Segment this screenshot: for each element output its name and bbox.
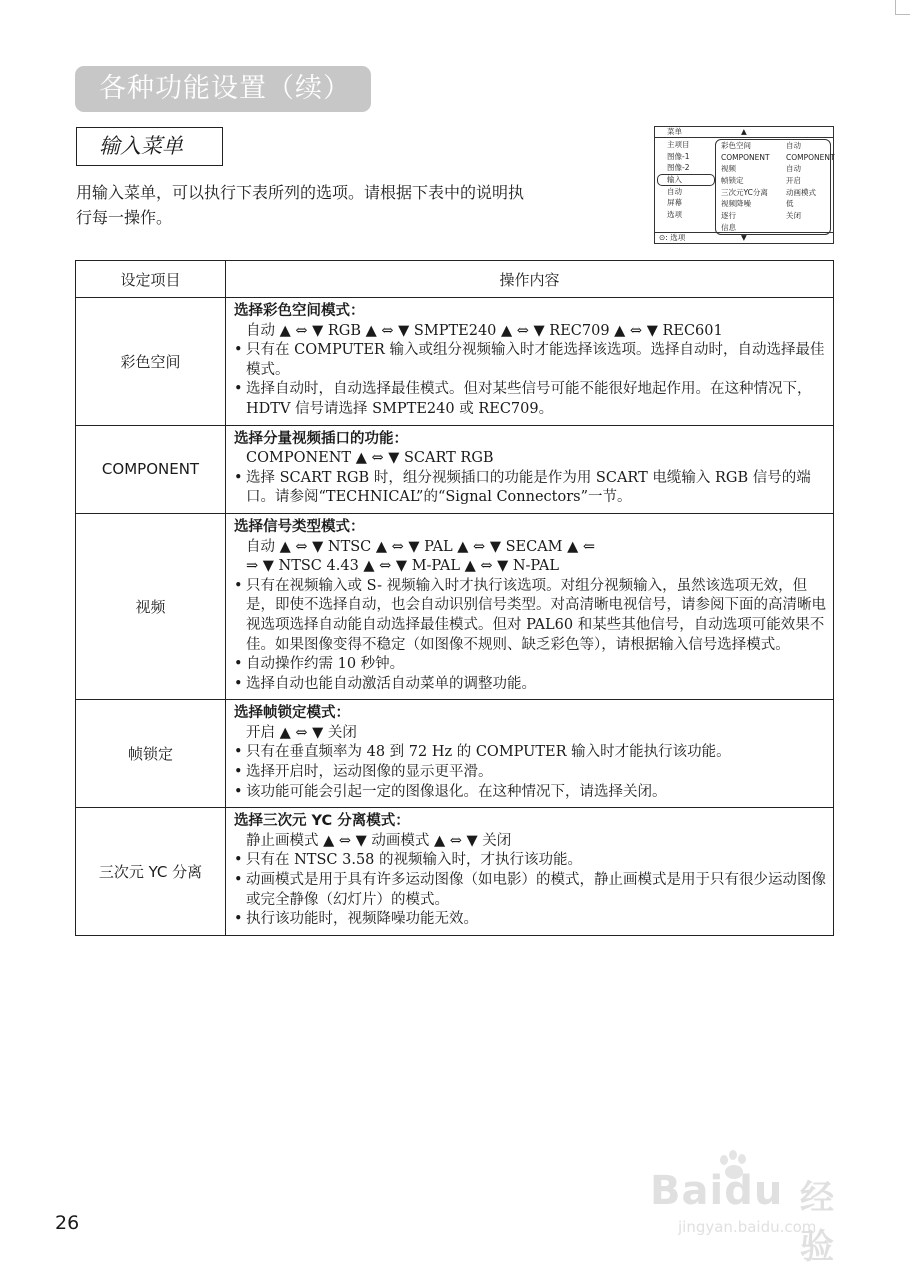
osd-row-value: 自动 xyxy=(786,141,801,150)
osd-row-key: 信息 xyxy=(721,222,736,232)
note-bullet: • 该功能可能会引起一定的图像退化。在这种情况下，请选择关闭。 xyxy=(234,783,827,803)
table-row xyxy=(76,808,834,936)
header-setting-item: 设定项目 xyxy=(76,261,226,298)
osd-row xyxy=(716,187,830,199)
note-bullet: • 自动操作约需 10 秒钟。 xyxy=(234,655,827,675)
note-bullet: • 选择 SCART RGB 时，组分视频插口的功能是作为用 SCART 电缆输入 RGB 信号的端口。请参阅“TECHNICAL”的“Signal Connectors”一节。 xyxy=(234,469,827,508)
note-bullet: • 选择自动时，自动选择最佳模式。但对某些信号可能不能很好地起作用。在这种情况下，HDTV 信号请选择 SMPTE240 或 REC709。 xyxy=(234,380,827,419)
note-bullet: • 只有在视频输入或 S- 视频输入时才执行该选项。对组分视频输入，虽然该选项无效，但是，即使不选择自动，也会自动识别信号类型。对高清晰电视信号，请参阅下面的高清晰电视选项选择自动能自动选择最佳模式。但对 PAL60 和某些其他信号，自动选项可能效果不佳。如果图像变得不稳定（如图像不规则、缺乏彩色等），请根据输入信号选择模式。 xyxy=(234,577,827,655)
watermark-logo: Baidu xyxy=(650,1168,784,1214)
osd-row xyxy=(716,163,830,175)
option-sequence: ⇒ ▼ NTSC 4.43 ▲ ⇔ ▼ M-PAL ▲ ⇔ ▼ N-PAL xyxy=(246,558,559,575)
baidu-watermark xyxy=(650,1150,860,1267)
setting-description xyxy=(226,298,834,426)
table-row xyxy=(76,513,834,699)
osd-row xyxy=(716,152,835,164)
osd-row-key: 视频 xyxy=(721,164,736,174)
setting-description xyxy=(226,700,834,808)
page-number: 26 xyxy=(55,1212,80,1234)
option-sequence: 开启 ▲ ⇔ ▼ 关闭 xyxy=(246,724,357,741)
note-bullet: • 执行该功能时，视频降噪功能无效。 xyxy=(234,910,827,930)
osd-menu-illustration xyxy=(654,126,834,244)
option-sequence: COMPONENT ▲ ⇔ ▼ SCART RGB xyxy=(246,450,494,467)
osd-row-key: 三次元YC分离 xyxy=(721,187,768,197)
osd-menu-item: 选项 xyxy=(667,210,682,220)
menu-title: 输入菜单 xyxy=(76,127,223,166)
osd-body xyxy=(655,138,833,234)
osd-top-bar xyxy=(655,127,833,138)
header-operation: 操作内容 xyxy=(226,261,834,298)
osd-menu-label: 菜单 xyxy=(667,127,682,136)
osd-menu-item-selected: 输入 xyxy=(657,174,715,186)
osd-row-key: 逐行 xyxy=(721,211,736,221)
osd-row-value: 开启 xyxy=(786,176,801,186)
setting-heading: 选择帧锁定模式： xyxy=(234,705,350,722)
table-row xyxy=(76,425,834,513)
function-table xyxy=(75,260,834,936)
osd-row xyxy=(716,198,830,210)
note-bullet: • 只有在 COMPUTER 输入或组分视频输入时才能选择该选项。选择自动时，自动选择最佳模式。 xyxy=(234,341,827,380)
setting-heading: 选择信号类型模式： xyxy=(234,518,365,535)
osd-row-key: 视频降噪 xyxy=(721,199,751,209)
osd-down-arrow-icon: ▼ xyxy=(741,233,747,242)
intro-line-2: 行每一操作。 xyxy=(76,208,173,227)
setting-heading: 选择分量视频插口的功能： xyxy=(234,430,408,447)
osd-row-value: 动画模式 xyxy=(786,187,816,197)
setting-item-name: COMPONENT xyxy=(76,425,226,513)
setting-item-name: 彩色空间 xyxy=(76,298,226,426)
note-bullet: • 选择开启时，运动图像的显示更平滑。 xyxy=(234,763,827,783)
option-sequence: 静止画模式 ▲ ⇔ ▼ 动画模式 ▲ ⇔ ▼ 关闭 xyxy=(246,832,512,849)
setting-description xyxy=(226,513,834,699)
setting-description xyxy=(226,425,834,513)
osd-row-key: COMPONENT xyxy=(721,152,770,162)
osd-menu-item: 图像-1 xyxy=(667,151,690,161)
watermark-sub: 经验 xyxy=(800,1178,834,1267)
setting-item-name: 帧锁定 xyxy=(76,700,226,808)
osd-row-value: 关闭 xyxy=(786,211,801,221)
intro-line-1: 用输入菜单，可以执行下表所列的选项。请根据下表中的说明执 xyxy=(76,183,525,202)
watermark-url: jingyan.baidu.com xyxy=(678,1218,817,1236)
osd-submenu-panel xyxy=(715,139,835,235)
osd-up-arrow-icon: ▲ xyxy=(741,127,747,136)
table-body xyxy=(76,298,834,936)
setting-heading: 选择三次元 YC 分离模式： xyxy=(234,813,410,830)
note-bullet: • 选择自动也能自动激活自动菜单的调整功能。 xyxy=(234,675,827,695)
osd-row xyxy=(716,210,830,222)
intro-paragraph xyxy=(76,180,616,230)
osd-row-value: 自动 xyxy=(786,164,801,174)
osd-row xyxy=(716,140,830,152)
osd-row-key: 帧锁定 xyxy=(721,176,744,186)
option-sequence: 自动 ▲ ⇔ ▼ NTSC ▲ ⇔ ▼ PAL ▲ ⇔ ▼ SECAM ▲ ⇐ xyxy=(246,538,596,555)
osd-menu-item: 屏幕 xyxy=(667,198,682,208)
osd-menu-item: 主项目 xyxy=(667,140,690,149)
osd-row-value: 低 xyxy=(786,199,794,209)
osd-bottom-bar xyxy=(655,232,833,243)
osd-left-menu xyxy=(655,139,715,221)
note-bullet: • 只有在垂直频率为 48 到 72 Hz 的 COMPUTER 输入时才能执行该功能。 xyxy=(234,743,827,763)
crop-corner-mark xyxy=(895,0,910,15)
setting-heading: 选择彩色空间模式： xyxy=(234,303,365,319)
table-row xyxy=(76,700,834,808)
section-banner: 各种功能设置（续） xyxy=(75,66,371,112)
osd-row-value: COMPONENT xyxy=(786,152,835,162)
setting-description xyxy=(226,808,834,936)
table-header-row xyxy=(76,261,834,298)
setting-item-name: 三次元 YC 分离 xyxy=(76,808,226,936)
setting-item-name: 视频 xyxy=(76,513,226,699)
note-bullet: • 动画模式是用于具有许多运动图像（如电影）的模式，静止画模式是用于只有很少运动图像或完全静像（幻灯片）的模式。 xyxy=(234,871,827,910)
osd-row xyxy=(716,175,830,187)
osd-row-key: 彩色空间 xyxy=(721,141,751,150)
note-bullet: • 只有在 NTSC 3.58 的视频输入时，才执行该功能。 xyxy=(234,851,827,871)
table-row xyxy=(76,298,834,426)
osd-menu-item: 自动 xyxy=(667,186,682,196)
osd-menu-item: 图像-2 xyxy=(667,163,690,173)
osd-select-hint: ⊙: 选项 xyxy=(659,233,686,242)
option-sequence: 自动 ▲ ⇔ ▼ RGB ▲ ⇔ ▼ SMPTE240 ▲ ⇔ ▼ REC709 ▲ ⇔ ▼ REC601 xyxy=(246,322,723,339)
